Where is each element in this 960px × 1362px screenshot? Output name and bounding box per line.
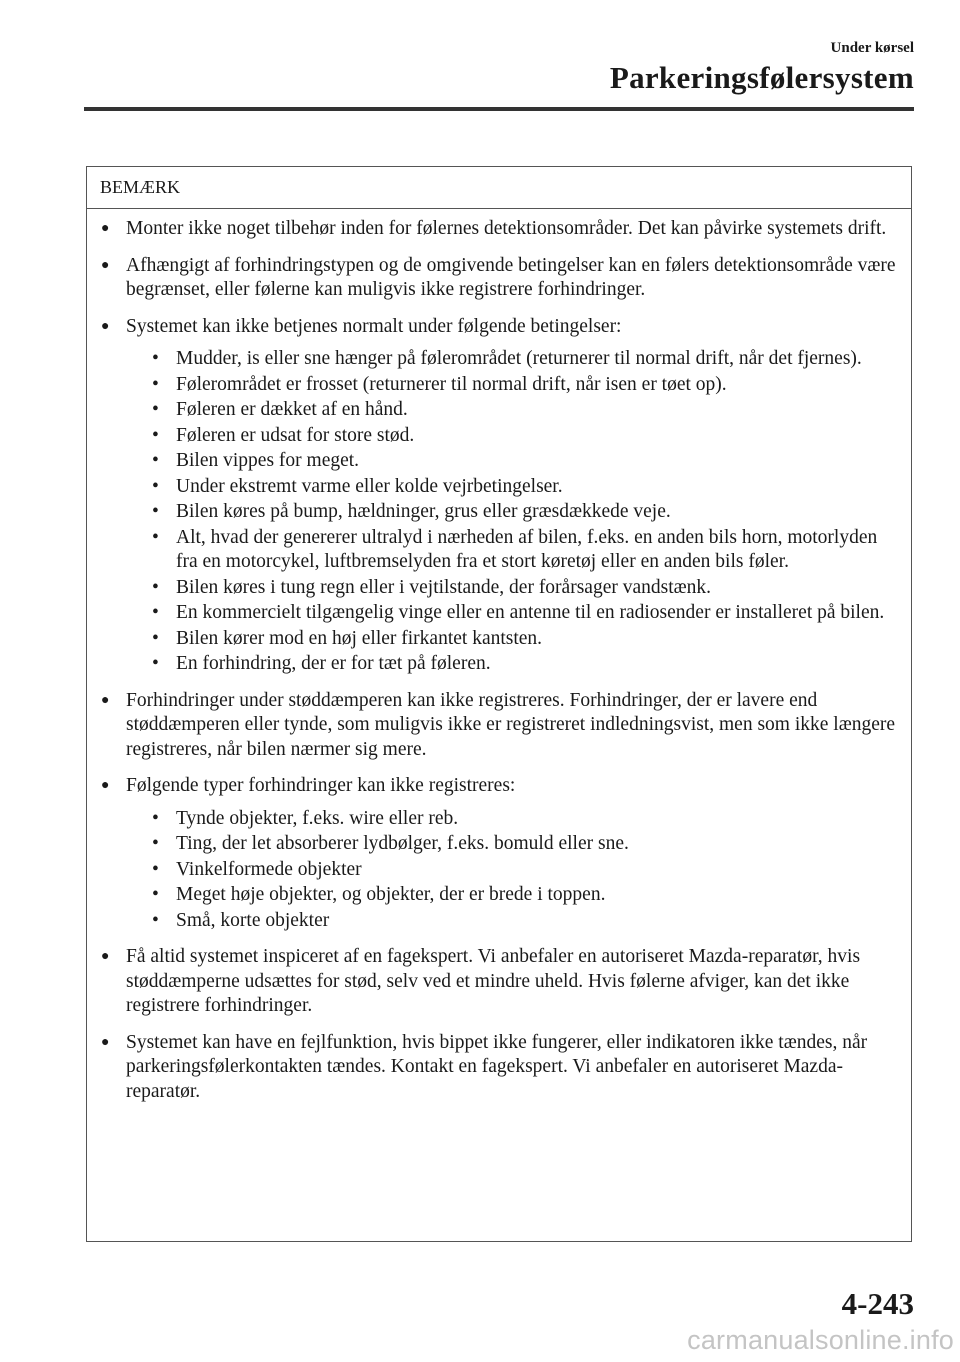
note-item-text: Systemet kan have en fejlfunktion, hvis bippet ikke fungerer, eller indikatoren ikke tændes, når parkeringsfølerkontakten tændes. Kontakt en fagekspert. Vi anbefaler en autoriseret Mazda-reparatør. xyxy=(126,1031,868,1102)
sub-bullet-icon: • xyxy=(152,884,159,905)
bullet-icon: ● xyxy=(101,949,110,964)
sub-item-text: Under ekstremt varme eller kolde vejrbetingelser. xyxy=(176,475,563,497)
sub-item-text: Føleren er dækket af en hånd. xyxy=(176,399,408,420)
sub-list-item xyxy=(126,475,897,500)
sub-item-text: Meget høje objekter, og objekter, der er brede i toppen. xyxy=(176,884,606,905)
sub-list-item xyxy=(126,858,897,883)
header-rule xyxy=(84,107,914,111)
sub-bullet-icon: • xyxy=(152,909,159,931)
sub-bullet-icon: • xyxy=(152,858,159,880)
sub-list-item xyxy=(126,576,897,601)
sub-list-item xyxy=(126,601,897,626)
sub-list-item xyxy=(126,627,897,652)
note-heading: BEMÆRK xyxy=(87,167,911,209)
sub-item-text: Bilen vippes for meget. xyxy=(176,450,360,471)
page-number: 4-243 xyxy=(841,1286,914,1321)
sub-item-text: En forhindring, der er for tæt på føleren. xyxy=(176,653,491,674)
sub-bullet-icon: • xyxy=(152,576,159,598)
sub-bullet-icon: • xyxy=(152,653,159,674)
sub-list-item xyxy=(126,398,897,423)
bullet-icon: ● xyxy=(101,778,110,793)
sub-bullet-icon: • xyxy=(152,833,159,854)
sub-item-text: Alt, hvad der genererer ultralyd i nærheden af bilen, f.eks. en anden bils horn, motorlyden fra en motorcykel, luftbremselyden fra et stort køretøj eller en anden bils føler. xyxy=(176,526,878,572)
sub-item-text: Føleren er udsat for store stød. xyxy=(176,424,415,446)
sub-list-item xyxy=(126,652,897,677)
bullet-icon: ● xyxy=(101,318,110,334)
bullet-icon: ● xyxy=(101,221,110,236)
sub-item-text: Vinkelformede objekter xyxy=(176,858,362,880)
section-label: Under kørsel xyxy=(830,40,914,56)
note-item xyxy=(101,315,897,677)
note-item xyxy=(101,1031,897,1105)
sub-bullet-icon: • xyxy=(152,475,159,497)
note-item-text: Få altid systemet inspiceret af en fagekspert. Vi anbefaler en autoriseret Mazda-reparatør, hvis støddæmperne udsættes for stød, selv ved et mindre uheld. Hvis følerne afviger, kan det ikke registrere forhindringer. xyxy=(126,946,861,1016)
sub-item-text: Bilen køres på bump, hældninger, grus eller græsdækkede veje. xyxy=(176,501,671,522)
note-item xyxy=(101,217,897,242)
note-item-text: Forhindringer under støddæmperen kan ikke registreres. Forhindringer, der er lavere end støddæmperen eller tynde, som muligvis ikke er registreret indledningsvist, men som ikke længere registreres, når bilen nærmer sig mere. xyxy=(126,689,896,760)
sub-list-item xyxy=(126,832,897,857)
note-item xyxy=(101,945,897,1019)
sub-list-item xyxy=(126,347,897,372)
sub-list-item xyxy=(126,500,897,525)
bullet-icon: ● xyxy=(101,257,110,273)
sub-list xyxy=(126,807,897,934)
sub-item-text: Tynde objekter, f.eks. wire eller reb. xyxy=(176,807,459,829)
note-body xyxy=(87,209,911,1104)
note-item xyxy=(101,254,897,303)
bullet-icon: ● xyxy=(101,1034,110,1050)
note-item-text: Systemet kan ikke betjenes normalt under følgende betingelser: xyxy=(126,315,622,337)
sub-item-text: Små, korte objekter xyxy=(176,909,330,931)
note-item-text: Afhængigt af forhindringstypen og de omgivende betingelser kan en følers detektionsområde være begrænset, eller følerne kan muligvis ikke registrere forhindringer. xyxy=(126,254,896,300)
sub-list-item xyxy=(126,807,897,832)
note-item-text: Følgende typer forhindringer kan ikke registreres: xyxy=(126,775,516,796)
sub-bullet-icon: • xyxy=(152,373,159,395)
note-item xyxy=(101,689,897,763)
sub-item-text: Bilen kører mod en høj eller firkantet kantsten. xyxy=(176,627,543,649)
sub-list-item xyxy=(126,909,897,934)
sub-item-text: En kommercielt tilgængelig vinge eller en antenne til en radiosender er installeret på bilen. xyxy=(176,602,885,623)
sub-list-item xyxy=(126,526,897,575)
sub-item-text: Ting, der let absorberer lydbølger, f.eks. bomuld eller sne. xyxy=(176,833,629,854)
note-item xyxy=(101,774,897,933)
sub-bullet-icon: • xyxy=(152,348,159,369)
sub-bullet-icon: • xyxy=(152,501,159,522)
bullet-icon: ● xyxy=(101,692,110,708)
sub-bullet-icon: • xyxy=(152,526,159,548)
sub-list xyxy=(126,347,897,677)
sub-bullet-icon: • xyxy=(152,627,159,649)
sub-bullet-icon: • xyxy=(152,602,159,623)
sub-bullet-icon: • xyxy=(152,424,159,446)
sub-item-text: Bilen køres i tung regn eller i vejtilstande, der forårsager vandstænk. xyxy=(176,576,712,598)
sub-list-item xyxy=(126,449,897,474)
sub-list-item xyxy=(126,373,897,398)
sub-list-item xyxy=(126,424,897,449)
sub-bullet-icon: • xyxy=(152,450,159,471)
sub-item-text: Følerområdet er frosset (returnerer til normal drift, når isen er tøet op). xyxy=(176,373,727,395)
note-box xyxy=(86,166,912,1242)
page-title: Parkeringsfølersystem xyxy=(609,60,914,95)
sub-bullet-icon: • xyxy=(152,807,159,829)
sub-list-item xyxy=(126,883,897,908)
note-item-text: Monter ikke noget tilbehør inden for følernes detektionsområder. Det kan påvirke systemets drift. xyxy=(126,218,887,239)
sub-item-text: Mudder, is eller sne hænger på følerområdet (returnerer til normal drift, når det fjernes). xyxy=(176,348,862,369)
watermark: carmanualsonline.info xyxy=(687,1325,954,1355)
sub-bullet-icon: • xyxy=(152,399,159,420)
